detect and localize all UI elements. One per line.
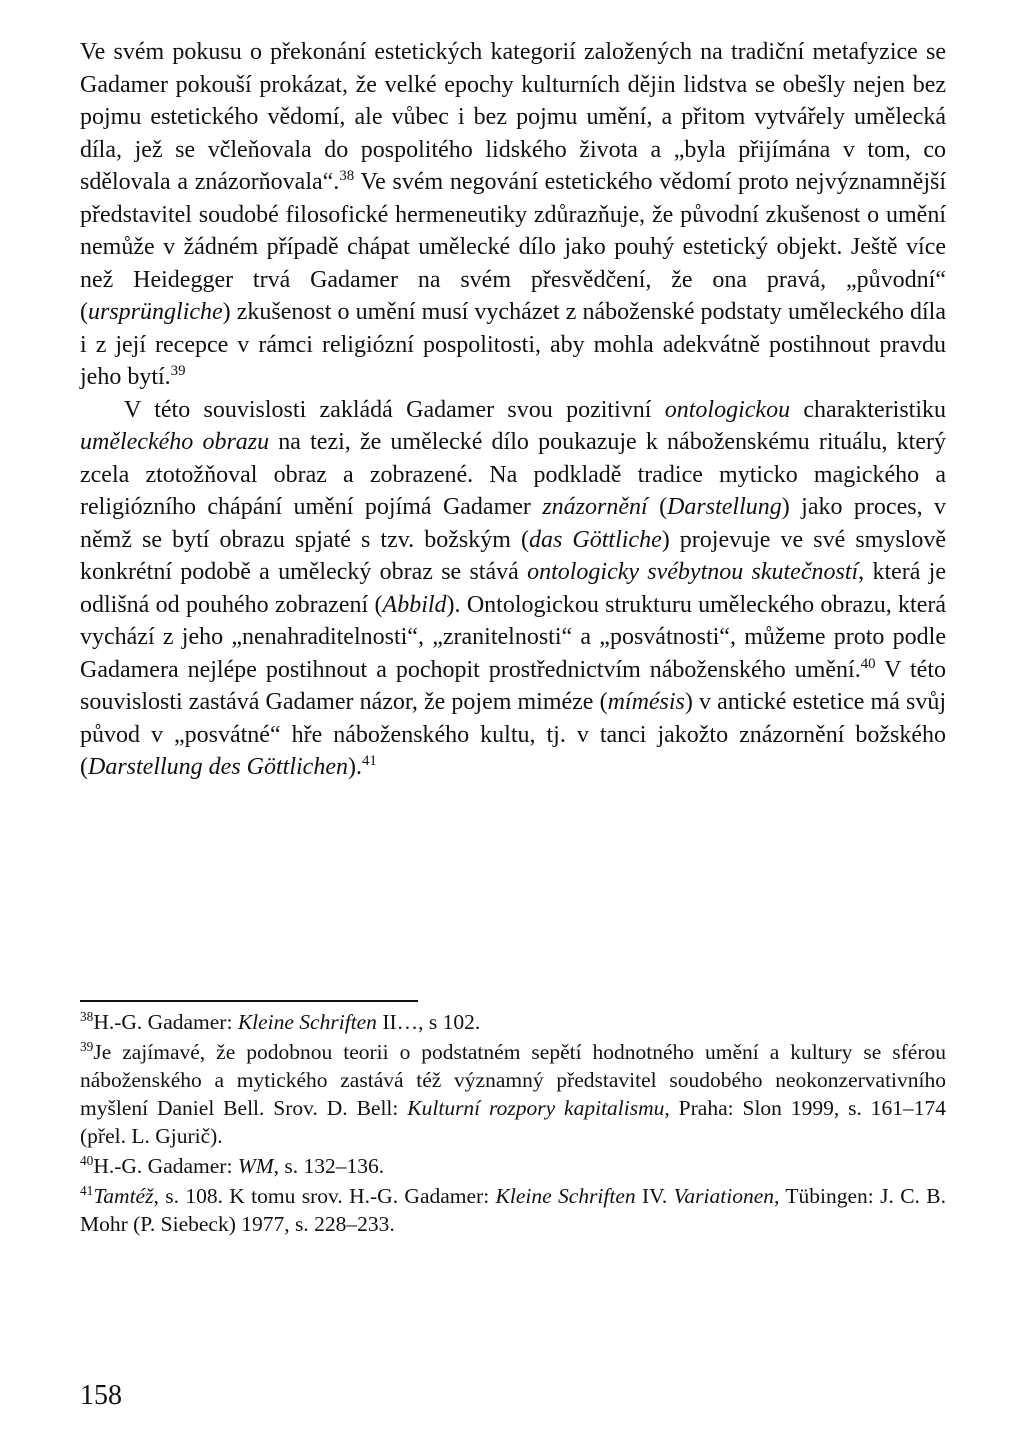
text-run: H.-G. Gadamer: — [93, 1010, 238, 1034]
text-run: na tezi, že umělecké dílo poukazuje k náboženskému rituálu, který zcela ztotožňoval obraz a zobrazené. Na podkladě tradice myticko magického a religiózního chápání umění pojímá Gadamer — [80, 429, 946, 520]
italic-text: Abbild — [382, 591, 447, 618]
footnotes — [80, 1008, 946, 1238]
footnote-ref: 38 — [339, 167, 355, 184]
text-run: ) zkušenost o umění musí vycházet z náboženské podstaty uměleckého díla i z její recepce v rámci religiózní pospolitosti, aby mohla adekvátně postihnout pravdu jeho bytí. — [80, 299, 946, 390]
footnote-39 — [80, 1038, 946, 1150]
text-run: , která je odlišná od pouhého zobrazení ( — [80, 559, 946, 618]
text-run: , s. 108. K tomu srov. H.-G. Gadamer: — [153, 1184, 496, 1208]
text-run: , Tübingen: J. C. B. Mohr (P. Siebeck) 1977, s. 228–233. — [80, 1184, 946, 1236]
text-run: II…, s 102. — [376, 1010, 481, 1034]
italic-text: Variationen — [673, 1184, 775, 1208]
main-text — [80, 36, 946, 784]
page-number: 158 — [80, 1380, 122, 1411]
text-run: ) v antické estetice má svůj původ v „posvátné“ hře náboženského kultu, tj. v tanci jakožto znázornění božského ( — [80, 689, 946, 780]
footnote-41 — [80, 1182, 946, 1238]
footnote-number: 40 — [80, 1152, 94, 1168]
italic-text: Darstellung — [667, 494, 782, 520]
text-run: Ve svém pokusu o překonání estetických kategorií založených na tradiční metafyzice se Gadamer pokouší prokázat, že velké epochy kulturních dějin lidstva se obešly nejen bez pojmu estetického vědomí, ale vůbec i bez pojmu umění, a přitom vytvářely umělecká díla, jež se včleňovala do pospolitého lidského života a „byla přijímána v tom, co sdělovala a znázorňovala“. — [80, 39, 946, 195]
italic-text: ontologicky svébytnou skutečností — [527, 559, 859, 585]
text-run: Ve svém negování estetického vědomí proto nejvýznamnější představitel soudobé filosofické hermeneutiky zdůrazňuje, že původní zkušenost o umění nemůže v žádném případě chápat umělecké dílo jako pouhý estetický objekt. Ještě více než Heidegger trvá Gadamer na svém přesvědčení, že ona pravá, „původní“ ( — [80, 169, 947, 325]
footnote-number: 38 — [80, 1008, 94, 1024]
italic-text: Kleine Schriften — [237, 1010, 377, 1034]
text-run: H.-G. Gadamer: — [93, 1154, 238, 1178]
footnote-ref: 41 — [361, 752, 377, 769]
footnote-ref: 40 — [860, 655, 876, 672]
italic-text: ontologickou — [664, 396, 791, 423]
text-run: ). Ontologickou strukturu uměleckého obrazu, která vychází z jeho „nenahraditelnosti“, „zranitelnosti“ a „posvátnosti“, můžeme proto podle Gadamera nejlépe postihnout a pochopit prostřednictvím náboženského umění. — [80, 591, 946, 683]
italic-text: Kleine Schriften — [495, 1184, 636, 1208]
text-run: IV. — [635, 1184, 674, 1208]
footnote-38 — [80, 1008, 946, 1036]
text-run: , Praha: Slon 1999, s. 161–174 (přel. L. Gjurič). — [80, 1096, 946, 1148]
italic-text: znázornění — [542, 494, 648, 520]
italic-text: das Göttliche — [529, 526, 662, 553]
text-run: ( — [647, 494, 668, 520]
footnote-ref: 39 — [170, 362, 186, 379]
footnote-number: 41 — [80, 1182, 94, 1198]
text-run: ) jako proces, v němž se bytí obrazu spjaté s tzv. božským ( — [80, 494, 946, 553]
italic-text: Darstellung des Göttlichen — [88, 754, 348, 780]
text-run: V této souvislosti zastává Gadamer názor, že pojem miméze ( — [80, 656, 947, 715]
text-run: Je zajímavé, že podobnou teorii o podstatném sepětí hodnotného umění a kultury se sférou náboženského a mytického zastává též významný představitel soudobého neokonzervativního myšlení Daniel Bell. Srov. D. Bell: — [80, 1040, 946, 1120]
text-run: , s. 132–136. — [273, 1154, 385, 1178]
text-run: ) projevuje ve své smyslově konkrétní podobě a umělecký obraz se stává — [80, 526, 946, 585]
footnote-number: 39 — [80, 1038, 94, 1054]
italic-text: uměleckého obrazu — [80, 429, 270, 455]
text-run: ). — [347, 754, 362, 780]
italic-text: WM — [237, 1154, 274, 1178]
paragraph-1 — [80, 36, 946, 394]
italic-text: Tamtéž — [93, 1184, 154, 1208]
text-run: V této souvislosti zakládá Gadamer svou pozitivní — [124, 396, 665, 423]
italic-text: ursprüngliche — [88, 299, 223, 325]
italic-text: Kulturní rozpory kapitalismu — [407, 1096, 665, 1120]
text-run: charakteristiku — [790, 396, 947, 423]
italic-text: mímésis — [607, 689, 685, 715]
paragraph-2 — [80, 394, 946, 784]
footnote-separator — [80, 1000, 418, 1002]
footnote-40 — [80, 1152, 946, 1180]
